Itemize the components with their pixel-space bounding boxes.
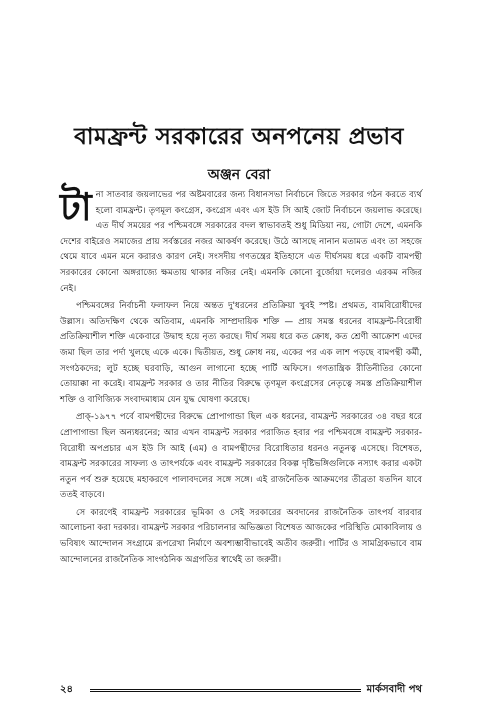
paragraph-4: সে কারণেই বামফ্রন্ট সরকারের ভূমিকা ও সেই সরকারের অবদানের রাজনৈতিক তাৎপর্য বারবার আলোচনা করা দরকার। বামফ্রন্ট সরকার পরিচালনার অভিজ্ঞতা বিশেষত আজকের পরিস্থিতি মোকাবিলায় ও ভবিষ্যৎ আন্দোলন সংগ্রামে রূপরেখা নির্মাণে অবশ্যম্ভাবীভাবেই অতীব জরুরী। পার্টির ও সামগ্রিকভাবে বাম আন্দোলনের রাজনৈতিক সাংগঠনিক অগ্রগতির স্বার্থেই তা জরুরী। bbox=[60, 507, 422, 565]
page-footer bbox=[60, 683, 422, 697]
footer-rule bbox=[90, 689, 361, 692]
drop-cap: টা bbox=[60, 184, 92, 229]
paragraph-2: পশ্চিমবঙ্গের নির্বাচনী ফলাফল নিয়ে অন্তত দু'ধরনের প্রতিক্রিয়া খুবই স্পষ্ট। প্রথমত, বামবিরোধীদের উল্লাস। অতিদক্ষিণ থেকে অতিবাম, এমনকি সাম্প্রদায়িক শক্তি — প্রায় সমস্ত ধরনের বামফ্রন্ট-বিরোধী প্রতিক্রিয়াশীল শক্তি একেবারে উদ্বাহু হয়ে নৃত্য করছে। দীর্ঘ সময় ধরে কত ক্রোধ, কত শ্রেণী আক্রোশ এদের জমা ছিল তার পর্দা খুলছে একে একে। দ্বিতীয়ত, শুধু ক্রোধ নয়, একের পর এক লাশ পড়ছে বামপন্থী কর্মী, সংগঠকদের; লুট হচ্ছে ঘরবাড়ি, আগুন লাগানো হচ্ছে পার্টি অফিসে। গণতান্ত্রিক রীতিনীতির কোনো তোয়াক্কা না করেই। বামফ্রন্ট সরকার ও তার নীতির বিরুদ্ধে তৃণমূল কংগ্রেসের নেতৃত্বে সমস্ত প্রতিক্রিয়াশীল শক্তি ও বাণিজ্যিক সংবাদমাধ্যম যেন যুদ্ধ ঘোষণা করেছে। bbox=[60, 301, 422, 405]
article-author: অঞ্জন বেরা bbox=[207, 167, 271, 183]
paragraph-text: না সাতবার জয়লাভের পর অষ্টমবারের জন্য বিধানসভা নির্বাচনে জিতে সরকার গঠন করতে ব্যর্থ হলো বামফ্রন্ট। তৃণমূল কংগ্রেস, কংগ্রেস এবং এস ইউ সি আই জোট নির্বাচনে জয়লাভ করেছে। এত দীর্ঘ সময়ের পর পশ্চিমবঙ্গে সরকারের বদল স্বাভাবতই শুধু মিডিয়া নয়, গোটা দেশে, এমনকি দেশের বাইরেও সমাজের প্রায় সর্বস্তরের নজর আকর্ষণ করেছে। উঠে আসছে নানান মতামত এবং তা সহজে থেমে যাবে এমন মনে করারও কারণ নেই। সংসদীয় গণতন্ত্রের ইতিহাসে এত দীর্ঘসময় ধরে একটি বামপন্থী সরকারের কোনো অঙ্গরাজ্যে ক্ষমতায় থাকার নজির নেই। এমনকি কোনো বুর্জোয়া দলেরও এরকম নজির নেই। bbox=[60, 190, 422, 294]
journal-name: মার্কসবাদী পথ bbox=[366, 683, 422, 695]
article-title: বামফ্রন্ট সরকারের অনপনেয় প্রভাব bbox=[74, 124, 404, 150]
page-number: ২৪ bbox=[60, 683, 73, 695]
article-body bbox=[60, 184, 422, 570]
paragraph-3: প্রাক্-১৯৭৭ পর্বে বামপন্থীদের বিরুদ্ধে প্রোপাগান্ডা ছিল এক ধরনের, বামফ্রন্ট সরকারের ৩৪ বছর ধরে প্রোপাগান্ডা ছিল অন্যধরনের; আর এখন বামফ্রন্ট সরকার পরাজিত হবার পর পশ্চিমবঙ্গে বামফ্রন্ট সরকার-বিরোধী অপপ্রচার এস ইউ সি আই (এম) ও বামপন্থীদের বিরোধিতার ধরনও নতুনত্ব এসেছে। বিশেষত, বামফ্রন্ট সরকারের সাফল্য ও তাৎপর্যকে এবং বামফ্রন্ট সরকারের বিকল্প দৃষ্টিভঙ্গিগুলিকে নস্যাৎ করার একটা নতুন পর্ব শুরু হয়েছে মহাকরণে পালাবদলের সঙ্গে সঙ্গে। এই রাজনৈতিক আক্রমণের তীব্রতা যতদিন যাবে ততই বাড়বে। bbox=[60, 412, 422, 501]
paragraph-1 bbox=[60, 184, 422, 297]
